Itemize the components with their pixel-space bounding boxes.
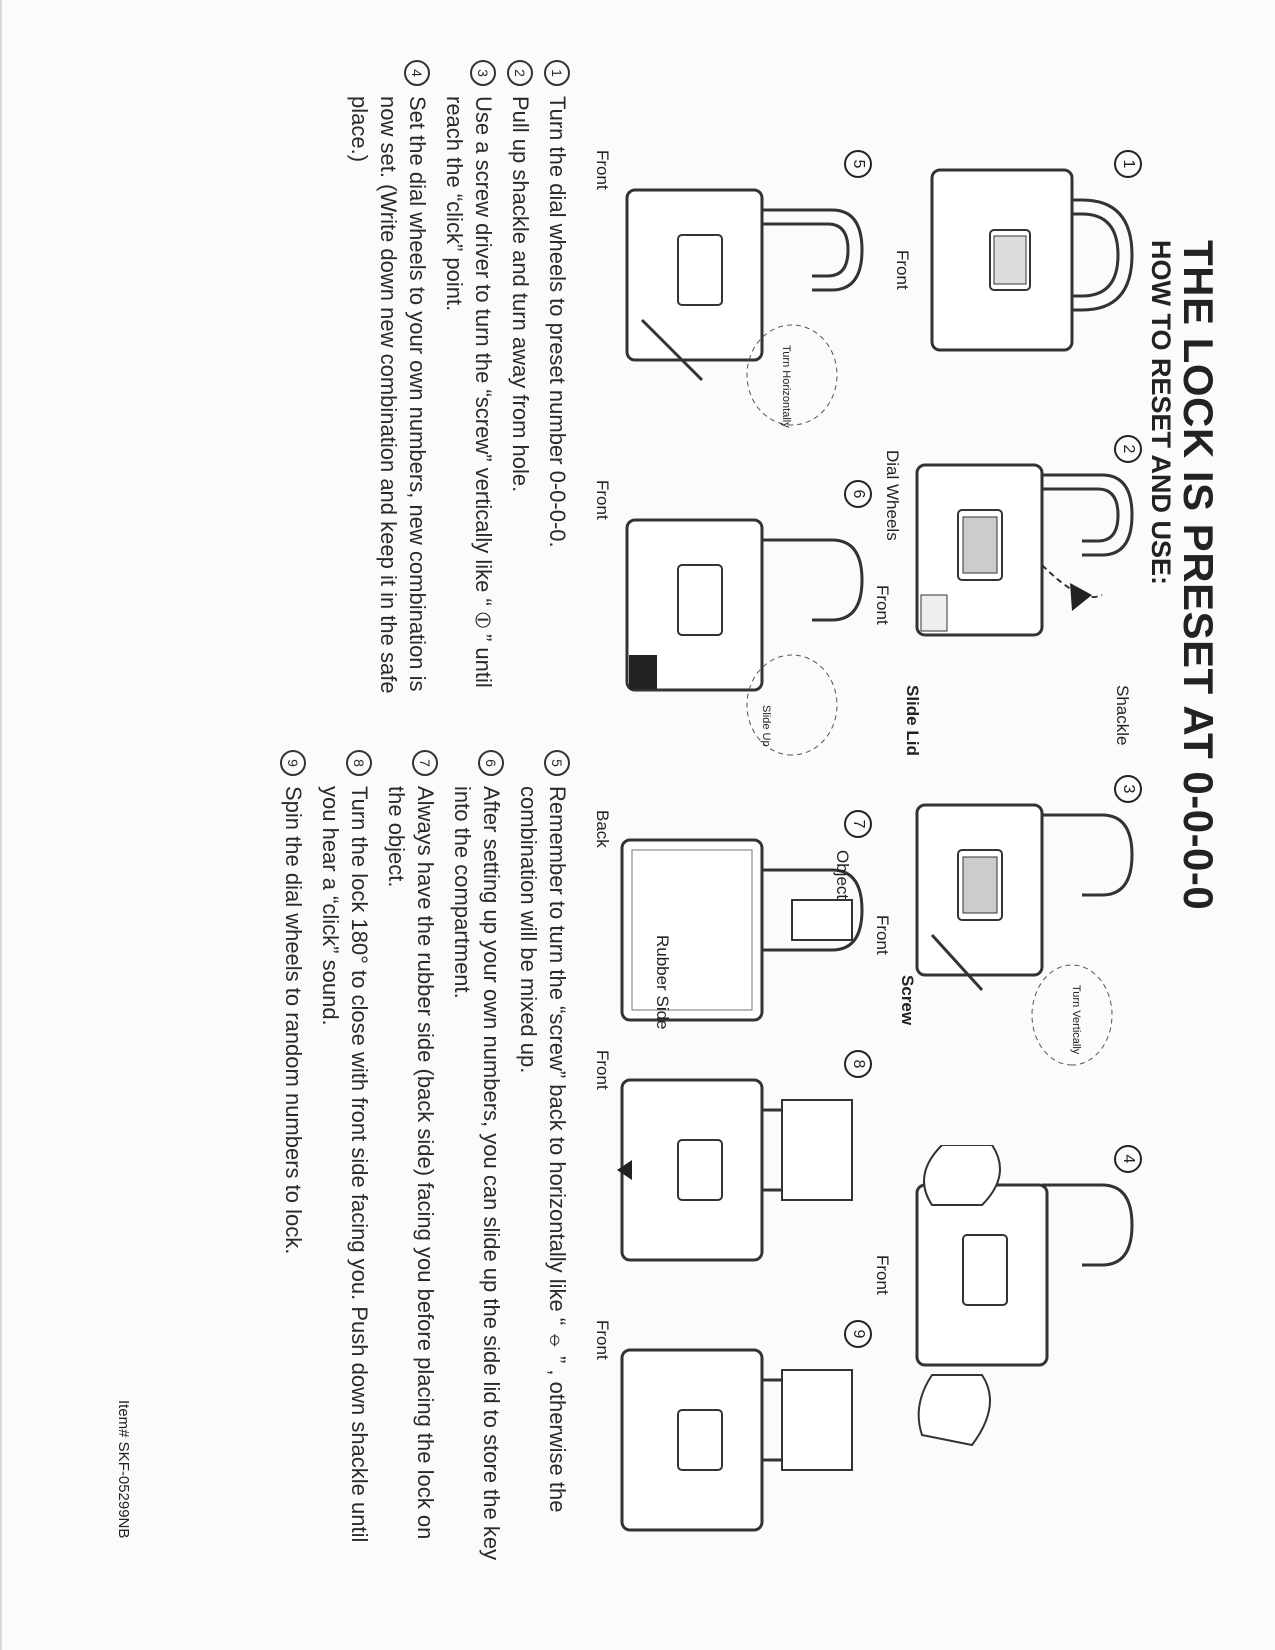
instruction-step <box>514 750 572 1570</box>
instruction-step <box>279 750 308 1570</box>
step-text: Use a screw driver to turn the “screw” vertically like “ ⦶ ” until reach the “click” point. <box>442 96 496 688</box>
figure-number: 4 <box>1114 1145 1142 1173</box>
step-text: Turn the dial wheels to preset number 0-0-0-0. <box>545 96 570 548</box>
figure-number: 6 <box>844 480 872 508</box>
front-label: Front <box>873 585 892 625</box>
padlock-key-storage-illustration <box>612 480 872 770</box>
step-number: 1 <box>544 60 570 86</box>
slide-lid-label: Slide Lid <box>903 685 922 756</box>
front-label: Front <box>593 480 612 520</box>
step-number: 2 <box>507 60 533 86</box>
screw-label: Screw <box>898 975 917 1026</box>
rubber-side-label: Rubber Side <box>653 935 672 1030</box>
turn-vertically-label: Turn Vertically <box>1070 985 1082 1055</box>
figure-number: 1 <box>1114 150 1142 178</box>
figure-number: 2 <box>1114 435 1142 463</box>
step-text: Always have the rubber side (back side) facing you before placing the lock on the object. <box>384 786 438 1540</box>
figure-9 <box>593 1320 872 1580</box>
instruction-step <box>316 750 374 1570</box>
page-subtitle: HOW TO RESET AND USE: <box>1146 240 1176 586</box>
step-text: Spin the dial wheels to random numbers to lock. <box>281 786 306 1255</box>
padlock-lock-illustration <box>612 1320 872 1580</box>
object-label: Object <box>833 850 852 900</box>
front-label: Front <box>593 1320 612 1360</box>
instructions-left <box>337 60 572 700</box>
step-text: Set the dial wheels to your own numbers, new combination is now set. (Write down new combination and keep it in the safe place.) <box>347 96 430 694</box>
dial-wheels-label: Dial Wheels <box>883 450 902 541</box>
step-number: 5 <box>544 750 570 776</box>
step-text: Remember to turn the “screw” back to horizontally like “ ⦵ ” , otherwise the combination will be mixed up. <box>516 786 570 1513</box>
figure-3 <box>873 775 1142 1075</box>
figure-2 <box>873 435 1142 756</box>
figure-6 <box>593 480 872 770</box>
figure-4 <box>873 1145 1142 1475</box>
figure-number: 7 <box>844 810 872 838</box>
page-title: THE LOCK IS PRESET AT 0-0-0-0 <box>1175 240 1222 911</box>
front-label: Front <box>873 1255 892 1295</box>
instruction-step <box>448 750 506 1570</box>
step-text: Turn the lock 180° to close with front side facing you. Push down shackle until you hear a “click” sound. <box>318 786 372 1543</box>
figure-number: 5 <box>844 150 872 178</box>
back-label: Back <box>593 810 612 848</box>
padlock-turn-screw-illustration <box>612 150 872 440</box>
step-number: 9 <box>280 750 306 776</box>
front-label: Front <box>873 915 892 955</box>
figure-number: 8 <box>844 1050 872 1078</box>
turn-horizontally-label: Turn Horizontally <box>780 345 792 428</box>
front-label: Front <box>893 250 912 290</box>
slide-up-label: Slide Up <box>760 705 772 747</box>
padlock-open-illustration <box>902 435 1142 755</box>
padlock-set-dials-illustration <box>902 1145 1142 1475</box>
step-text: Pull up shackle and turn away from hole. <box>508 96 533 493</box>
step-number: 4 <box>404 60 430 86</box>
front-label: Front <box>593 1050 612 1090</box>
step-number: 3 <box>470 60 496 86</box>
padlock-closed-illustration <box>922 150 1142 410</box>
figure-5 <box>593 150 872 440</box>
figure-8 <box>593 1050 872 1310</box>
instruction-step <box>440 60 498 700</box>
figure-number: 9 <box>844 1320 872 1348</box>
step-number: 7 <box>412 750 438 776</box>
instruction-step <box>506 60 535 700</box>
instruction-sheet <box>82 50 1222 1610</box>
step-text: After setting up your own numbers, you can slide up the side lid to store the key into the compartment. <box>450 786 504 1561</box>
step-number: 6 <box>478 750 504 776</box>
figure-number: 3 <box>1114 775 1142 803</box>
padlock-screw-illustration <box>902 775 1142 1075</box>
instruction-step <box>543 60 572 700</box>
instruction-step <box>345 60 432 700</box>
item-number: Item# SKF-05299NB <box>115 1400 132 1539</box>
step-number: 8 <box>346 750 372 776</box>
shackle-label: Shackle <box>1113 685 1132 746</box>
padlock-close-illustration <box>612 1050 872 1310</box>
instruction-step <box>382 750 440 1570</box>
front-label: Front <box>593 150 612 190</box>
instructions-right <box>271 750 572 1570</box>
figure-1 <box>893 150 1142 410</box>
